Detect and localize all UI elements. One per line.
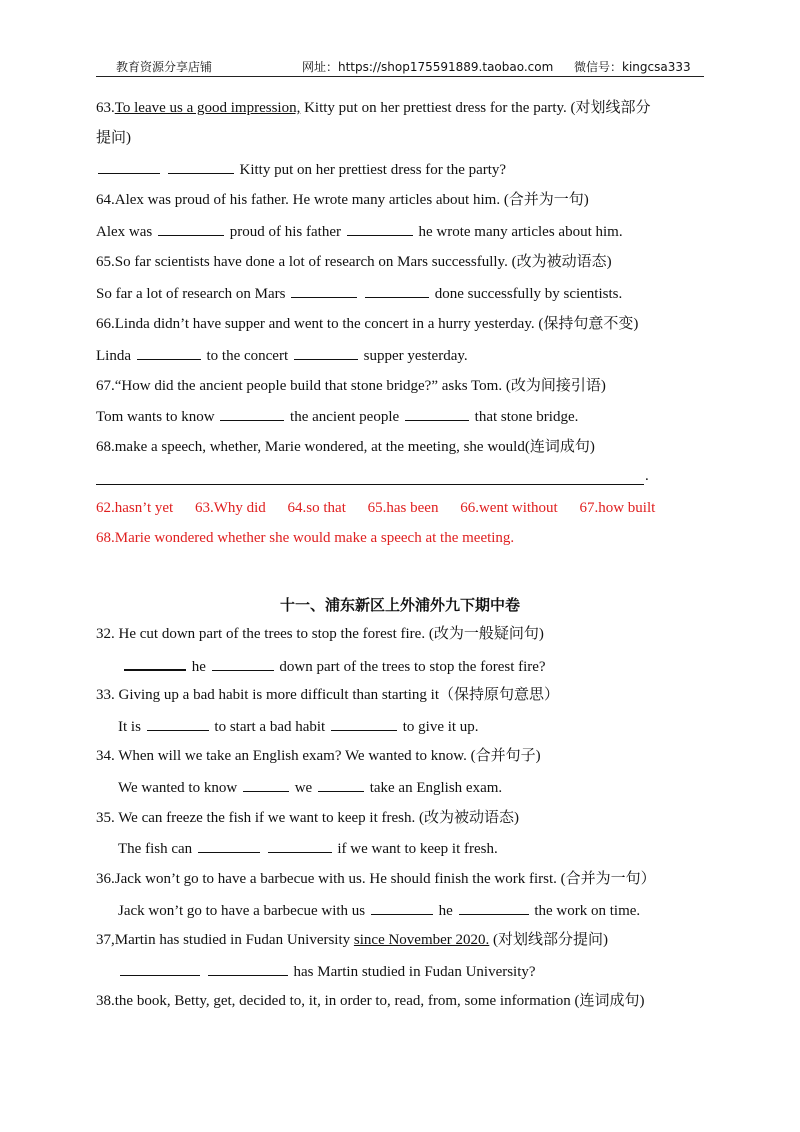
- blank[interactable]: [243, 777, 289, 792]
- answer-line-35: The fish can if we want to keep it fresh.: [118, 838, 498, 859]
- answer-64: 64.so that: [287, 500, 346, 516]
- blank[interactable]: [212, 656, 274, 671]
- question-33: 33. Giving up a bad habit is more difficult than starting it（保持原句意思）: [96, 687, 560, 703]
- answer-line-33: It is to start a bad habit to give it up.: [118, 716, 479, 737]
- question-32: 32. He cut down part of the trees to stop the forest fire. (改为一般疑问句): [96, 626, 544, 642]
- blank[interactable]: [459, 900, 529, 915]
- blank[interactable]: [405, 406, 469, 421]
- question-34: 34. When will we take an English exam? We wanted to know. (合并句子): [96, 748, 541, 764]
- question-67: 67.“How did the ancient people build that stone bridge?” asks Tom. (改为间接引语): [96, 378, 606, 394]
- question-66: 66.Linda didn’t have supper and went to the concert in a hurry yesterday. (保持句意不变): [96, 316, 639, 332]
- question-35: 35. We can freeze the fish if we want to keep it fresh. (改为被动语态): [96, 810, 519, 826]
- answer-line-34: We wanted to know we take an English exam.: [118, 777, 502, 798]
- answer-line-36: Jack won’t go to have a barbecue with us he the work on time.: [118, 900, 640, 921]
- blank[interactable]: [365, 283, 429, 298]
- blank[interactable]: [124, 655, 186, 671]
- section-title: 十一、浦东新区上外浦外九下期中卷: [279, 596, 520, 614]
- question-38: 38.the book, Betty, get, decided to, it, in order to, read, from, some information (连词成句): [96, 993, 645, 1009]
- question-64: 64.Alex was proud of his father. He wrote many articles about him. (合并为一句): [96, 192, 589, 208]
- question-37: 37,Martin has studied in Fudan University since November 2020. (对划线部分提问): [96, 932, 609, 948]
- blank[interactable]: [331, 716, 397, 731]
- question-65: 65.So far scientists have done a lot of research on Mars successfully. (改为被动语态): [96, 254, 612, 270]
- answer-62: 62.hasn’t yet: [96, 500, 174, 516]
- period: .: [645, 468, 649, 484]
- question-68: 68.make a speech, whether, Marie wondered, at the meeting, she would(连词成句): [96, 439, 595, 455]
- wechat-id: 微信号：kingcsa333: [574, 60, 691, 74]
- shop-name: 教育资源分享店铺: [116, 60, 213, 74]
- blank[interactable]: [198, 838, 260, 853]
- blank[interactable]: [318, 777, 364, 792]
- blank[interactable]: [347, 221, 413, 236]
- blank[interactable]: [291, 283, 357, 298]
- blank[interactable]: [294, 345, 358, 360]
- blank[interactable]: [268, 838, 332, 853]
- question-63: 63.To leave us a good impression, Kitty put on her prettiest dress for the party. (对划线部分: [96, 100, 651, 116]
- answer-63: 63.Why did: [194, 500, 266, 516]
- answer-67: 67.how built: [579, 500, 656, 516]
- answer-line-63: Kitty put on her prettiest dress for the party?: [96, 159, 506, 180]
- blank[interactable]: [168, 159, 234, 174]
- blank[interactable]: [220, 406, 284, 421]
- blank[interactable]: [208, 961, 288, 976]
- answer-line-37: has Martin studied in Fudan University?: [118, 961, 536, 982]
- answer-line-67: Tom wants to know the ancient people that stone bridge.: [96, 406, 578, 427]
- answer-blank-68[interactable]: [96, 484, 644, 485]
- underlined-part: since November 2020.: [353, 932, 490, 948]
- shop-url: 网址：https://shop175591889.taobao.com: [302, 60, 554, 74]
- answer-key-row-1: [96, 498, 673, 518]
- blank[interactable]: [371, 900, 433, 915]
- answer-line-66: Linda to the concert supper yesterday.: [96, 345, 468, 366]
- answer-line-65: So far a lot of research on Mars done successfully by scientists.: [96, 283, 622, 304]
- question-63-cont: 提问): [96, 130, 131, 146]
- answer-line-32: he down part of the trees to stop the forest fire?: [122, 655, 546, 677]
- answer-line-64: Alex was proud of his father he wrote many articles about him.: [96, 221, 623, 242]
- answer-66: 66.went without: [460, 500, 558, 516]
- blank[interactable]: [98, 159, 160, 174]
- blank[interactable]: [120, 961, 200, 976]
- page-header: [96, 58, 704, 77]
- underlined-part: To leave us a good impression,: [114, 100, 301, 116]
- blank[interactable]: [137, 345, 201, 360]
- answer-65: 65.has been: [367, 500, 439, 516]
- question-36: 36.Jack won’t go to have a barbecue with us. He should finish the work first. (合并为一句）: [96, 871, 656, 887]
- blank[interactable]: [158, 221, 224, 236]
- blank[interactable]: [147, 716, 209, 731]
- answer-key-68: 68.Marie wondered whether she would make a speech at the meeting.: [96, 530, 515, 546]
